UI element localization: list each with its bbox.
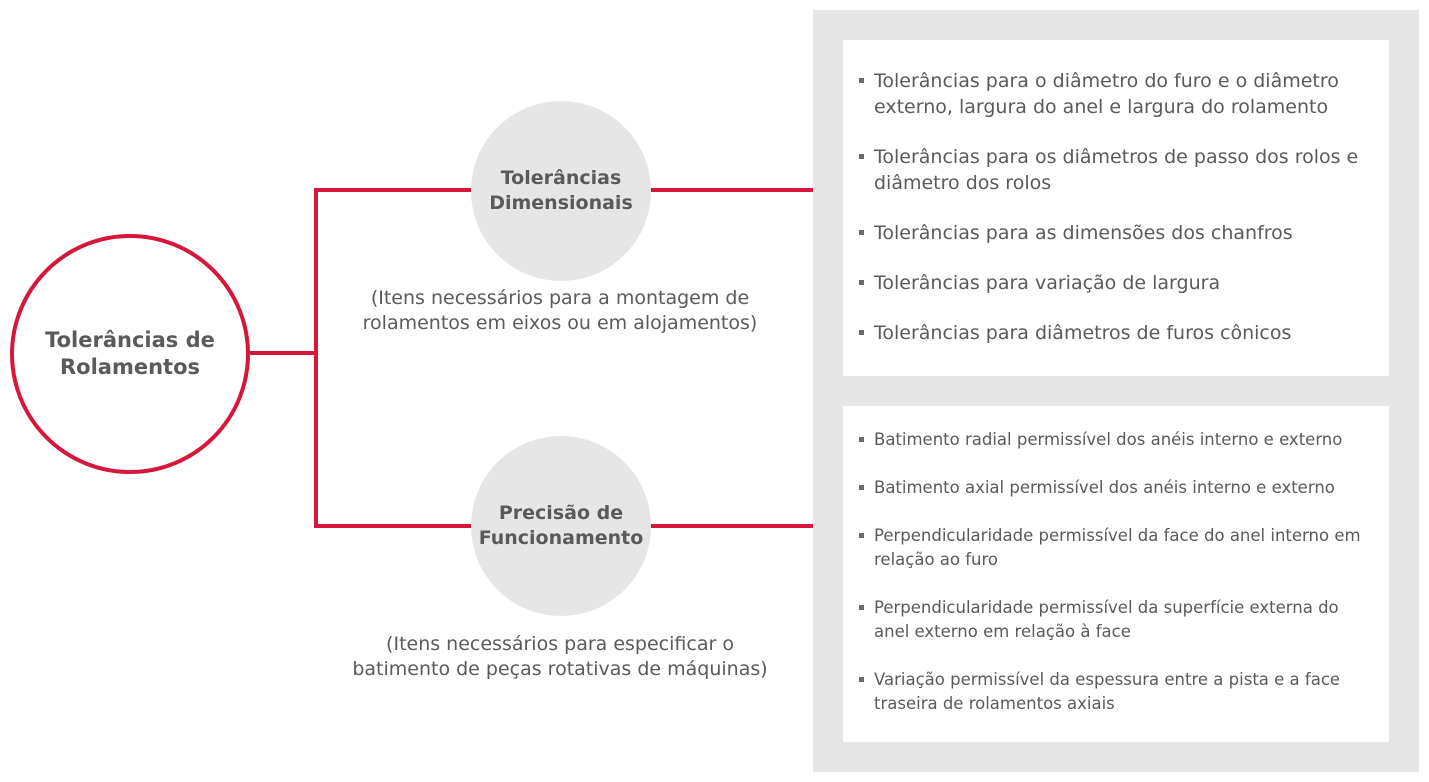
list-item-text: Tolerâncias para variação de largura <box>874 272 1221 294</box>
dimensional-tolerances-list <box>843 40 1389 376</box>
bullet-icon <box>859 280 864 285</box>
list-item-text: Perpendicularidade permissível da face do anel interno em relação ao furo <box>874 526 1361 569</box>
bullet-icon <box>859 78 864 83</box>
bullet-icon <box>859 230 864 235</box>
bullet-icon <box>859 330 864 335</box>
list-item-text: Tolerâncias para diâmetros de furos cônicos <box>874 322 1292 344</box>
branch-node-label: Precisão de Funcionamento <box>478 502 644 549</box>
list-item <box>859 270 1375 296</box>
list-item <box>859 144 1375 196</box>
branch-note-running-accuracy: (Itens necessários para especificar o batimento de peças rotativas de máquinas) <box>352 633 768 680</box>
list-item-text: Tolerâncias para os diâmetros de passo dos rolos e diâmetro dos rolos <box>874 146 1359 194</box>
branch-node-dimensional-tolerances <box>471 101 651 281</box>
bullet-icon <box>859 605 864 610</box>
list-item <box>859 524 1379 572</box>
bullet-icon <box>859 154 864 159</box>
list-item-text: Tolerâncias para o diâmetro do furo e o diâmetro externo, largura do anel e largura do rolamento <box>874 70 1339 118</box>
list-item-text: Batimento axial permissível dos anéis interno e externo <box>874 478 1335 497</box>
bullet-icon <box>859 677 864 682</box>
bullet-icon <box>859 485 864 490</box>
bullet-icon <box>859 533 864 538</box>
root-node-bearing-tolerances <box>10 234 250 474</box>
list-item <box>859 668 1379 716</box>
list-item-text: Batimento radial permissível dos anéis interno e externo <box>874 430 1343 449</box>
list-item-text: Perpendicularidade permissível da superfície externa do anel externo em relação à face <box>874 598 1339 641</box>
list-item <box>859 476 1379 500</box>
branch-node-running-accuracy <box>471 436 651 616</box>
list-item <box>859 428 1379 452</box>
branch-note-dimensional: (Itens necessários para a montagem de rolamentos em eixos ou em alojamentos) <box>362 287 758 334</box>
list-item-text: Variação permissível da espessura entre a pista e a face traseira de rolamentos axiais <box>874 670 1341 713</box>
list-item <box>859 596 1379 644</box>
running-accuracy-list <box>843 406 1389 742</box>
list-item <box>859 220 1375 246</box>
list-item-text: Tolerâncias para as dimensões dos chanfros <box>874 222 1293 244</box>
root-node-label: Tolerâncias de Rolamentos <box>45 328 215 379</box>
bullet-icon <box>859 437 864 442</box>
branch-node-label: Tolerâncias Dimensionais <box>489 167 633 214</box>
list-item <box>859 68 1375 120</box>
list-item <box>859 320 1375 346</box>
